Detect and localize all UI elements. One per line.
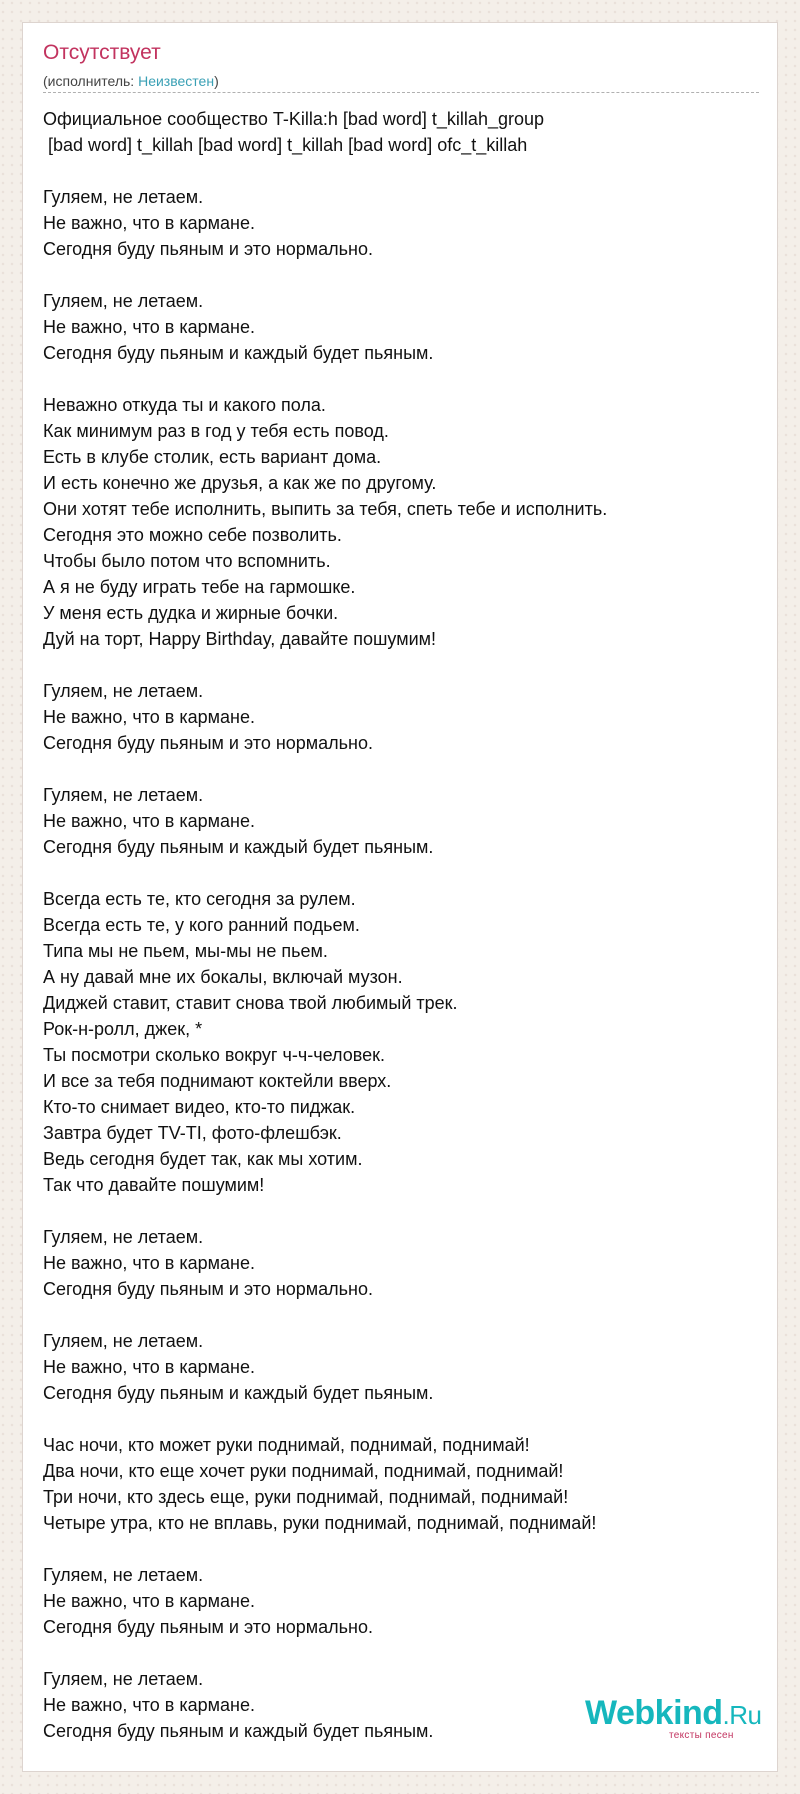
lyrics-line: Дуй на торт, Happy Birthday, давайте пошумим! bbox=[43, 629, 437, 649]
lyrics-line: Гуляем, не летаем. bbox=[43, 681, 204, 701]
lyrics-line: Так что давайте пошумим! bbox=[43, 1175, 265, 1195]
performer-link[interactable]: Неизвестен bbox=[138, 73, 215, 89]
lyrics-line: Всегда есть те, у кого ранний подьем. bbox=[43, 915, 360, 935]
lyrics-line: Сегодня буду пьяным и это нормально. bbox=[43, 1617, 374, 1637]
lyrics-line: Не важно, что в кармане. bbox=[43, 1695, 256, 1715]
lyrics-stanza bbox=[43, 392, 759, 652]
lyrics-line: Рок-н-ролл, джек, * bbox=[43, 1019, 203, 1039]
lyrics-line: А ну давай мне их бокалы, включай музон. bbox=[43, 967, 403, 987]
lyrics-line: [bad word] t_killah [bad word] t_killah [bad word] ofc_t_killah bbox=[43, 135, 528, 155]
lyrics-line: Четыре утра, кто не вплавь, руки поднимай, поднимай, поднимай! bbox=[43, 1513, 597, 1533]
performer-suffix: ) bbox=[214, 73, 219, 89]
lyrics-stanza bbox=[43, 1562, 759, 1640]
lyrics-body bbox=[43, 106, 759, 1770]
lyrics-line: Есть в клубе столик, есть вариант дома. bbox=[43, 447, 382, 467]
lyrics-line: Гуляем, не летаем. bbox=[43, 785, 204, 805]
lyrics-line: Сегодня буду пьяным и это нормально. bbox=[43, 239, 374, 259]
lyrics-line: Гуляем, не летаем. bbox=[43, 1669, 204, 1689]
lyrics-line: Ведь сегодня будет так, как мы хотим. bbox=[43, 1149, 363, 1169]
lyrics-line: А я не буду играть тебе на гармошке. bbox=[43, 577, 356, 597]
lyrics-line: Типа мы не пьем, мы-мы не пьем. bbox=[43, 941, 328, 961]
lyrics-card bbox=[22, 22, 778, 1772]
lyrics-line: Сегодня буду пьяным и каждый будет пьяным. bbox=[43, 1721, 434, 1741]
lyrics-line: Гуляем, не летаем. bbox=[43, 1331, 204, 1351]
lyrics-stanza bbox=[43, 1432, 759, 1536]
logo-tagline: тексты песен bbox=[669, 1730, 734, 1741]
lyrics-line: Кто-то снимает видео, кто-то пиджак. bbox=[43, 1097, 356, 1117]
lyrics-line: Неважно откуда ты и какого пола. bbox=[43, 395, 326, 415]
lyrics-stanza bbox=[43, 1328, 759, 1406]
lyrics-line: Не важно, что в кармане. bbox=[43, 213, 256, 233]
lyrics-stanza bbox=[43, 1224, 759, 1302]
lyrics-line: Гуляем, не летаем. bbox=[43, 291, 204, 311]
lyrics-line: Не важно, что в кармане. bbox=[43, 707, 256, 727]
lyrics-line: И все за тебя поднимают коктейли вверх. bbox=[43, 1071, 392, 1091]
lyrics-line: Всегда есть те, кто сегодня за рулем. bbox=[43, 889, 356, 909]
lyrics-line: Сегодня это можно себе позволить. bbox=[43, 525, 342, 545]
lyrics-line: Сегодня буду пьяным и это нормально. bbox=[43, 733, 374, 753]
lyrics-line: Не важно, что в кармане. bbox=[43, 811, 256, 831]
lyrics-line: Завтра будет TV-TI, фото-флешбэк. bbox=[43, 1123, 342, 1143]
performer-line bbox=[43, 73, 219, 89]
lyrics-line: Как минимум раз в год у тебя есть повод. bbox=[43, 421, 389, 441]
lyrics-line: Сегодня буду пьяным и каждый будет пьяным. bbox=[43, 343, 434, 363]
song-title: Отсутствует bbox=[43, 41, 161, 64]
lyrics-stanza bbox=[43, 886, 759, 1198]
lyrics-line: Сегодня буду пьяным и это нормально. bbox=[43, 1279, 374, 1299]
lyrics-stanza bbox=[43, 678, 759, 756]
lyrics-line: И есть конечно же друзья, а как же по другому. bbox=[43, 473, 437, 493]
lyrics-line: Не важно, что в кармане. bbox=[43, 1591, 256, 1611]
lyrics-line: Час ночи, кто может руки поднимай, поднимай, поднимай! bbox=[43, 1435, 530, 1455]
header-divider bbox=[43, 92, 759, 93]
site-logo[interactable] bbox=[585, 1693, 775, 1749]
lyrics-line: Ты посмотри сколько вокруг ч-ч-человек. bbox=[43, 1045, 385, 1065]
lyrics-line: Три ночи, кто здесь еще, руки поднимай, поднимай, поднимай! bbox=[43, 1487, 569, 1507]
logo-wordmark bbox=[585, 1693, 762, 1735]
lyrics-line: Гуляем, не летаем. bbox=[43, 187, 204, 207]
lyrics-line: Гуляем, не летаем. bbox=[43, 1565, 204, 1585]
lyrics-line: Сегодня буду пьяным и каждый будет пьяным. bbox=[43, 837, 434, 857]
lyrics-line: Они хотят тебе исполнить, выпить за тебя, спеть тебе и исполнить. bbox=[43, 499, 608, 519]
lyrics-line: Не важно, что в кармане. bbox=[43, 1357, 256, 1377]
lyrics-line: Не важно, что в кармане. bbox=[43, 317, 256, 337]
lyrics-line: Диджей ставит, ставит снова твой любимый трек. bbox=[43, 993, 458, 1013]
lyrics-stanza bbox=[43, 106, 759, 158]
lyrics-line: У меня есть дудка и жирные бочки. bbox=[43, 603, 339, 623]
logo-tld: .Ru bbox=[722, 1700, 762, 1730]
lyrics-stanza bbox=[43, 288, 759, 366]
performer-prefix: (исполнитель: bbox=[43, 73, 139, 89]
lyrics-line: Два ночи, кто еще хочет руки поднимай, поднимай, поднимай! bbox=[43, 1461, 564, 1481]
lyrics-line: Гуляем, не летаем. bbox=[43, 1227, 204, 1247]
lyrics-line: Сегодня буду пьяным и каждый будет пьяным. bbox=[43, 1383, 434, 1403]
lyrics-stanza bbox=[43, 782, 759, 860]
lyrics-line: Официальное сообщество T-Killa:h [bad word] t_killah_group bbox=[43, 109, 545, 129]
lyrics-stanza bbox=[43, 184, 759, 262]
lyrics-line: Чтобы было потом что вспомнить. bbox=[43, 551, 331, 571]
logo-name: Webkind bbox=[585, 1694, 723, 1732]
lyrics-line: Не важно, что в кармане. bbox=[43, 1253, 256, 1273]
